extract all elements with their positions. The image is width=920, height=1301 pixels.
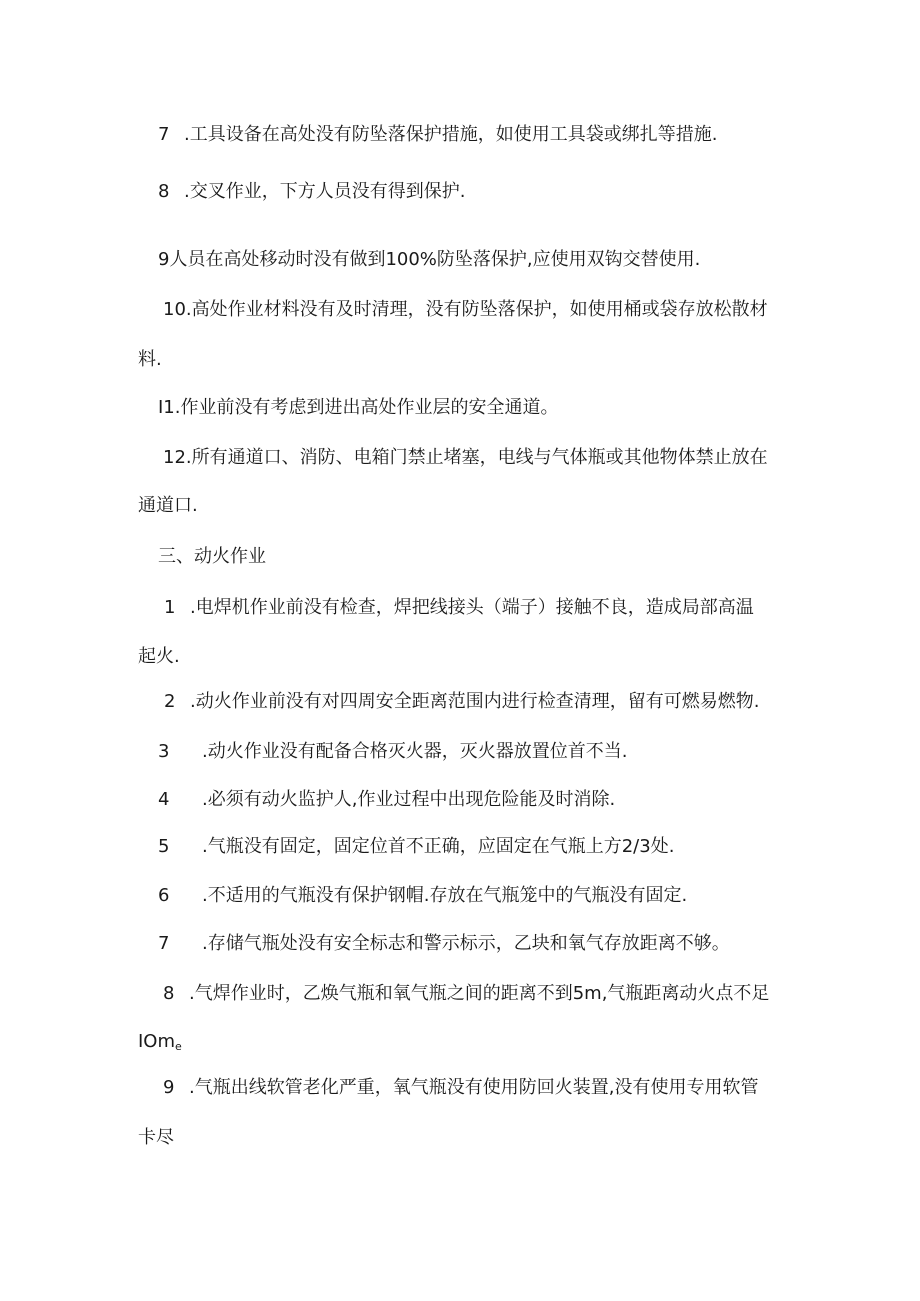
list-item bbox=[163, 298, 768, 322]
item-text: .气焊作业时，乙焕气瓶和氧气瓶之间的距离不到5m,气瓶距离动火点不足 bbox=[189, 983, 770, 1004]
item-number: 6 bbox=[158, 885, 170, 906]
list-item bbox=[158, 884, 687, 908]
list-item bbox=[164, 690, 759, 714]
item-number: 2 bbox=[164, 691, 176, 712]
list-item-continuation bbox=[138, 1126, 174, 1150]
section-heading-text: 三、动火作业 bbox=[158, 546, 266, 567]
item-number: 8 bbox=[163, 983, 175, 1004]
list-item-continuation bbox=[138, 645, 180, 669]
list-item bbox=[158, 740, 627, 764]
item-text: .不适用的气瓶没有保护钢帽.存放在气瓶笼中的气瓶没有固定. bbox=[202, 885, 688, 906]
list-item bbox=[163, 1076, 758, 1100]
item-number: 5 bbox=[158, 836, 170, 857]
item-text: .工具设备在高处没有防坠落保护措施，如使用工具袋或绑扎等措施. bbox=[184, 124, 718, 145]
item-text: 9人员在高处移动时没有做到100%防坠落保护,应使用双钩交替使用. bbox=[158, 249, 701, 270]
item-number: 8 bbox=[158, 181, 170, 202]
section-heading bbox=[158, 545, 266, 569]
list-item bbox=[158, 180, 465, 204]
list-item bbox=[158, 835, 674, 859]
list-item bbox=[158, 788, 615, 812]
list-item bbox=[158, 396, 558, 420]
item-text: .交叉作业，下方人员没有得到保护. bbox=[184, 181, 466, 202]
item-text: .必须有动火监护人,作业过程中出现危险能及时消除. bbox=[202, 789, 616, 810]
item-text: .动火作业前没有对四周安全距离范围内进行检查清理，留有可燃易燃物. bbox=[190, 691, 760, 712]
item-number: 7 bbox=[158, 124, 170, 145]
item-text: .动火作业没有配备合格灭火器，灭火器放置位首不当. bbox=[202, 741, 628, 762]
item-number: 3 bbox=[158, 741, 170, 762]
item-text-continuation: 通道口. bbox=[138, 495, 198, 516]
list-item bbox=[164, 596, 754, 620]
item-text-continuation: IOm bbox=[138, 1031, 176, 1052]
item-text: .存储气瓶处没有安全标志和警示标示，乙块和氧气存放距离不够。 bbox=[202, 933, 730, 954]
item-number: 1 bbox=[164, 597, 176, 618]
item-text: I1.作业前没有考虑到进出高处作业层的安全通道。 bbox=[158, 397, 559, 418]
item-text-continuation: 起火. bbox=[138, 646, 180, 667]
item-text: .气瓶没有固定，固定位首不正确，应固定在气瓶上方2/3处. bbox=[202, 836, 675, 857]
item-number: 4 bbox=[158, 789, 170, 810]
list-item bbox=[163, 446, 768, 470]
list-item-continuation bbox=[138, 348, 162, 372]
item-text-subscript: e bbox=[175, 1040, 182, 1053]
item-text-continuation: 卡尽 bbox=[138, 1127, 174, 1148]
list-item bbox=[163, 982, 769, 1006]
item-text: 12.所有通道口、消防、电箱门禁止堵塞，电线与气体瓶或其他物体禁止放在 bbox=[163, 447, 768, 468]
list-item-continuation bbox=[138, 1030, 182, 1059]
item-text-continuation: 料. bbox=[138, 349, 162, 370]
item-number: 9 bbox=[163, 1077, 175, 1098]
item-text: 10.高处作业材料没有及时清理，没有防坠落保护，如使用桶或袋存放松散材 bbox=[163, 299, 768, 320]
item-number: 7 bbox=[158, 933, 170, 954]
list-item bbox=[158, 932, 730, 956]
item-text: .电焊机作业前没有检查，焊把线接头（端子）接触不良，造成局部高温 bbox=[190, 597, 754, 618]
list-item bbox=[158, 248, 700, 272]
list-item-continuation bbox=[138, 494, 198, 518]
list-item bbox=[158, 123, 717, 147]
item-text: .气瓶出线软管老化严重，氧气瓶没有使用防回火装置,没有使用专用软管 bbox=[189, 1077, 759, 1098]
